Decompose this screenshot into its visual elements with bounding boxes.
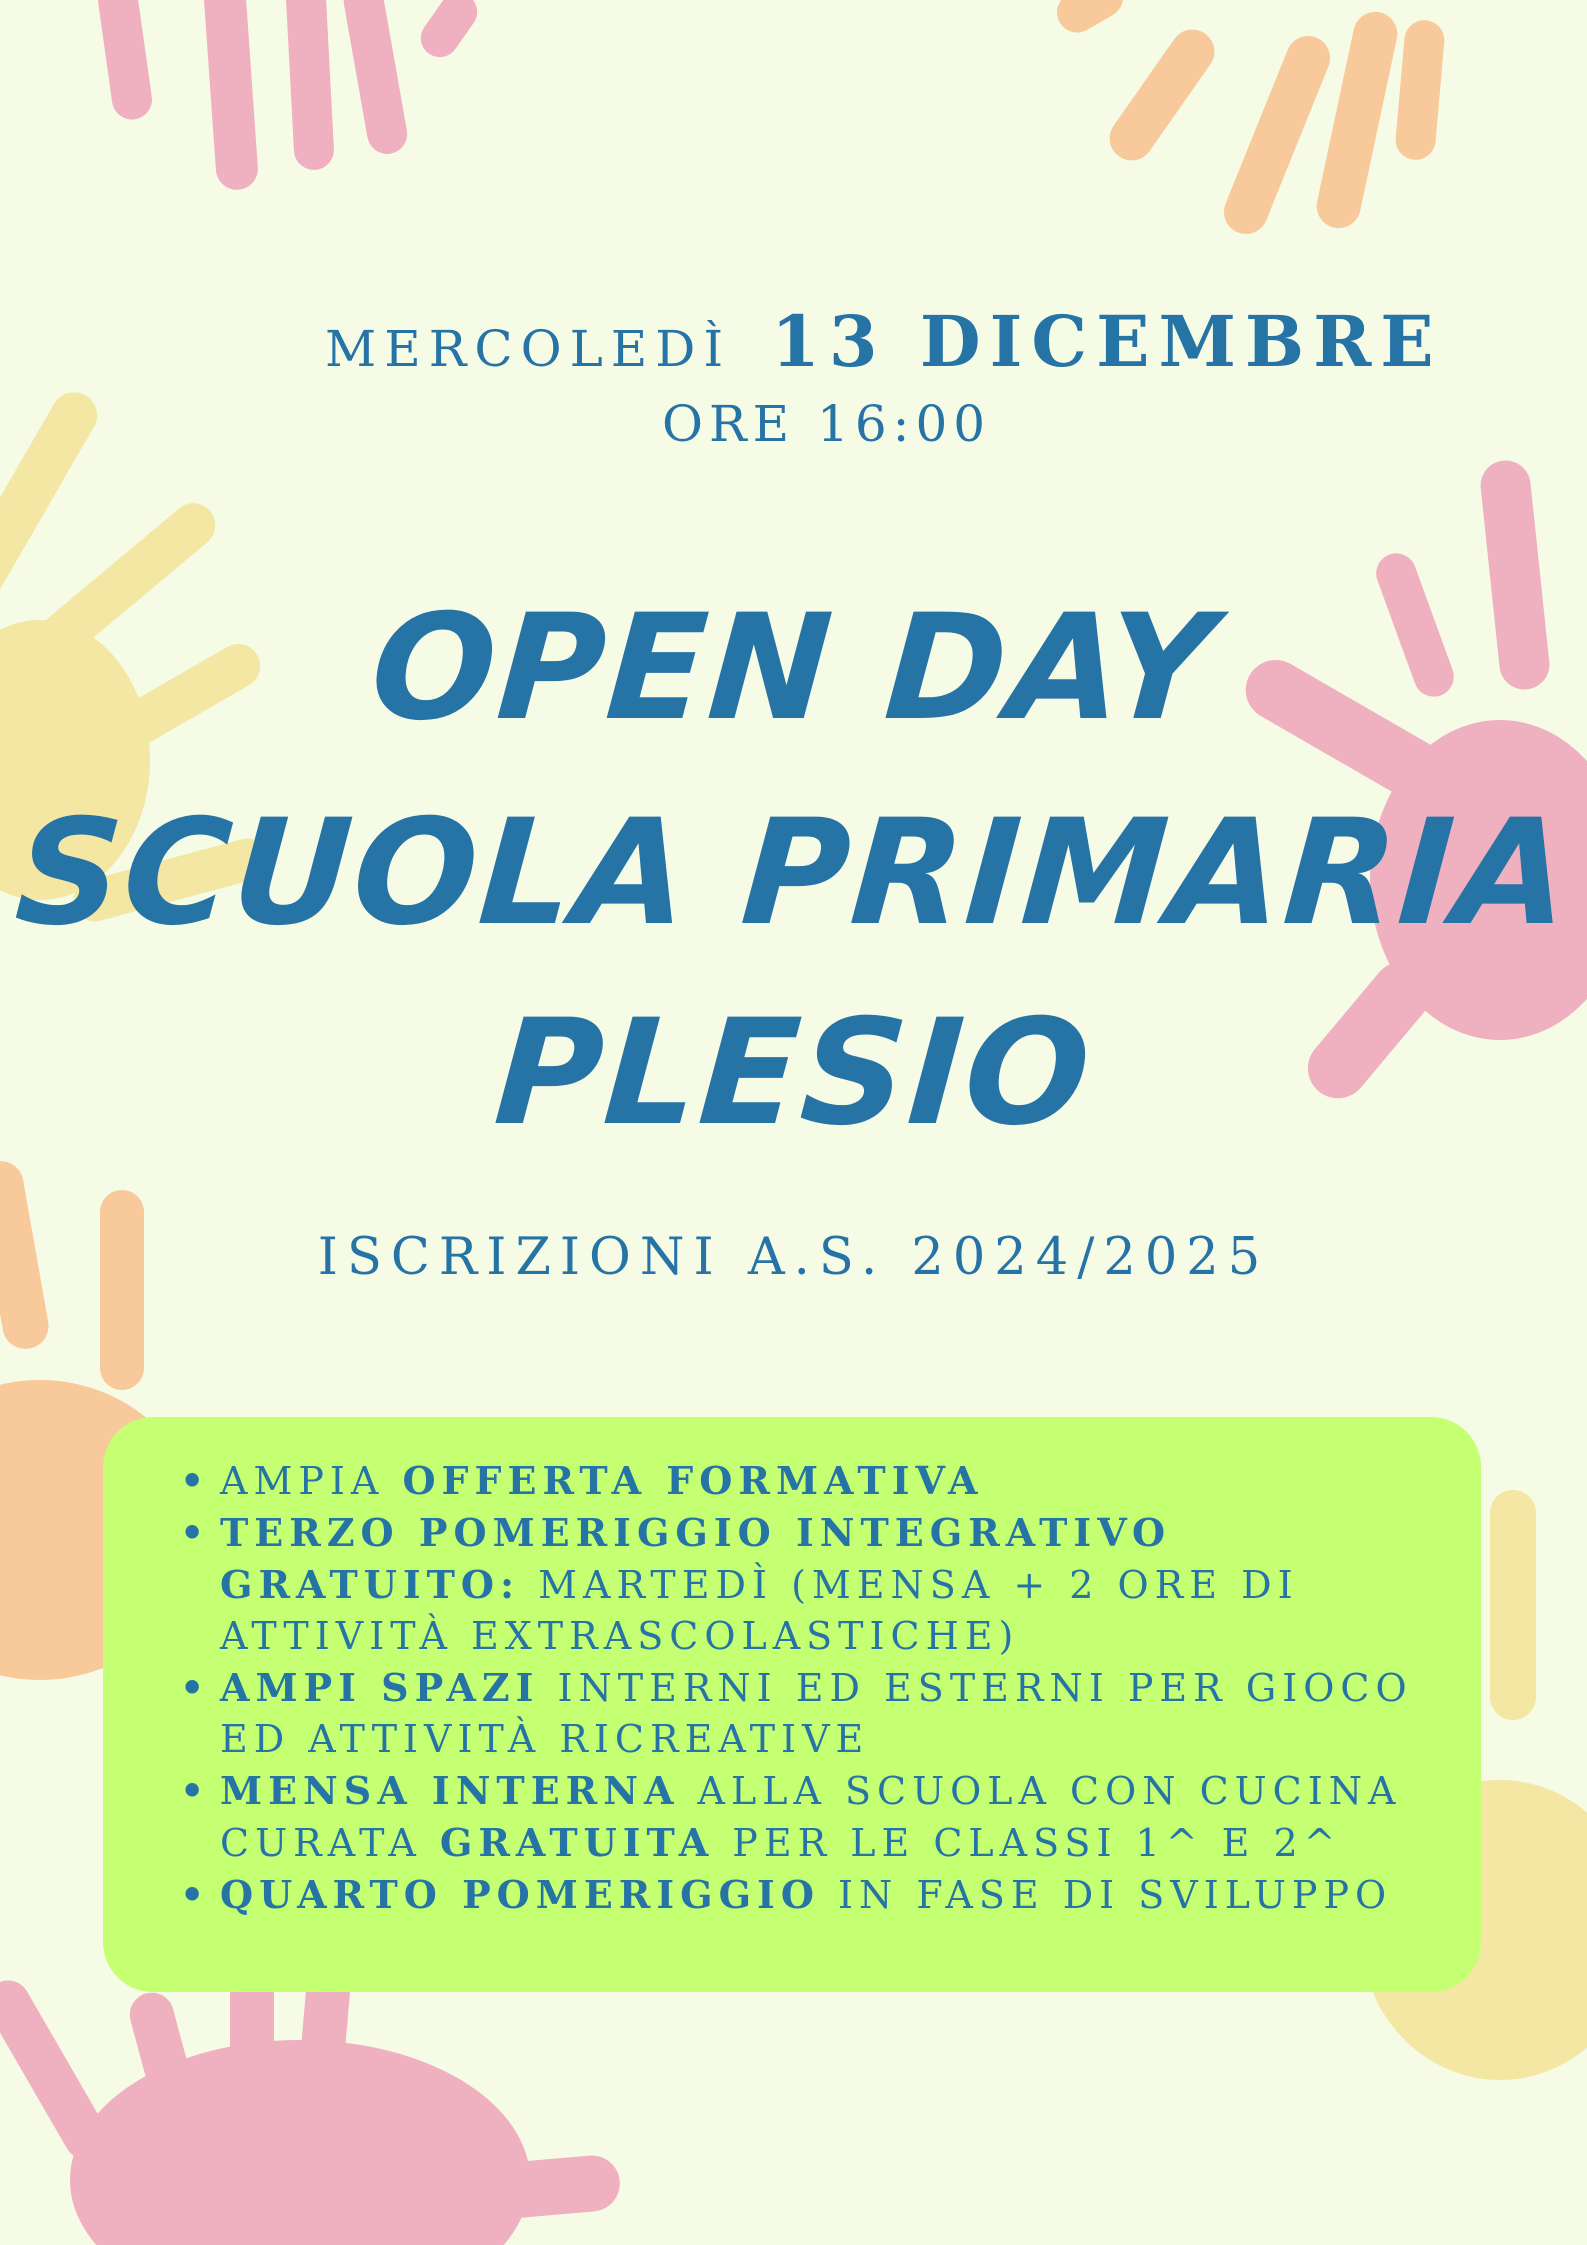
- feature-item: [180, 1662, 1470, 1765]
- bullet-icon: •: [180, 1768, 211, 1813]
- event-time: ORE 16:00: [662, 395, 992, 453]
- enrollment-subtitle: ISCRIZIONI A.S. 2024/2025: [317, 1228, 1270, 1287]
- feature-item: [180, 1455, 1470, 1507]
- feature-text: ALLA SCUOLA CON CUCINA CURATA: [220, 1769, 1402, 1865]
- feature-text: INTERNI ED ESTERNI PER GIOCO ED ATTIVITÀ RICREATIVE: [220, 1666, 1413, 1761]
- feature-text: AMPIA: [220, 1459, 403, 1503]
- feature-text: IN FASE DI SVILUPPO: [819, 1873, 1393, 1917]
- bullet-icon: •: [180, 1458, 211, 1503]
- feature-highlight: AMPI SPAZI: [220, 1665, 540, 1710]
- title-line-1: OPEN DAY: [366, 583, 1221, 753]
- features-list: [180, 1455, 1470, 1921]
- feature-item: [180, 1507, 1470, 1662]
- event-day-month: 13 DICEMBRE: [771, 300, 1443, 383]
- feature-highlight: QUARTO POMERIGGIO: [220, 1872, 820, 1917]
- bullet-icon: •: [180, 1872, 211, 1917]
- feature-item: [180, 1869, 1470, 1921]
- bullet-icon: •: [180, 1665, 211, 1710]
- title-line-2: SCUOLA PRIMARIA: [10, 788, 1577, 958]
- feature-text: PER LE CLASSI 1^ E 2^: [714, 1821, 1342, 1865]
- feature-highlight: GRATUITA: [439, 1820, 715, 1865]
- feature-text: MARTEDÌ (MENSA + 2 ORE DI ATTIVITÀ EXTRASCOLASTICHE): [220, 1563, 1299, 1658]
- orange-handprint-top-right: [1050, 0, 1446, 241]
- title-line-3: PLESIO: [489, 988, 1098, 1158]
- event-date: [325, 300, 1443, 383]
- pink-handprint-bottom-left: [0, 1960, 622, 2245]
- feature-highlight: TERZO POMERIGGIO INTEGRATIVO GRATUITO:: [220, 1510, 1172, 1607]
- pink-handprint-top-left: [95, 0, 484, 191]
- feature-highlight: MENSA INTERNA: [220, 1768, 680, 1813]
- bullet-icon: •: [180, 1510, 211, 1555]
- feature-highlight: OFFERTA FORMATIVA: [402, 1458, 984, 1503]
- feature-item: [180, 1765, 1470, 1869]
- event-weekday: MERCOLEDÌ: [325, 320, 732, 378]
